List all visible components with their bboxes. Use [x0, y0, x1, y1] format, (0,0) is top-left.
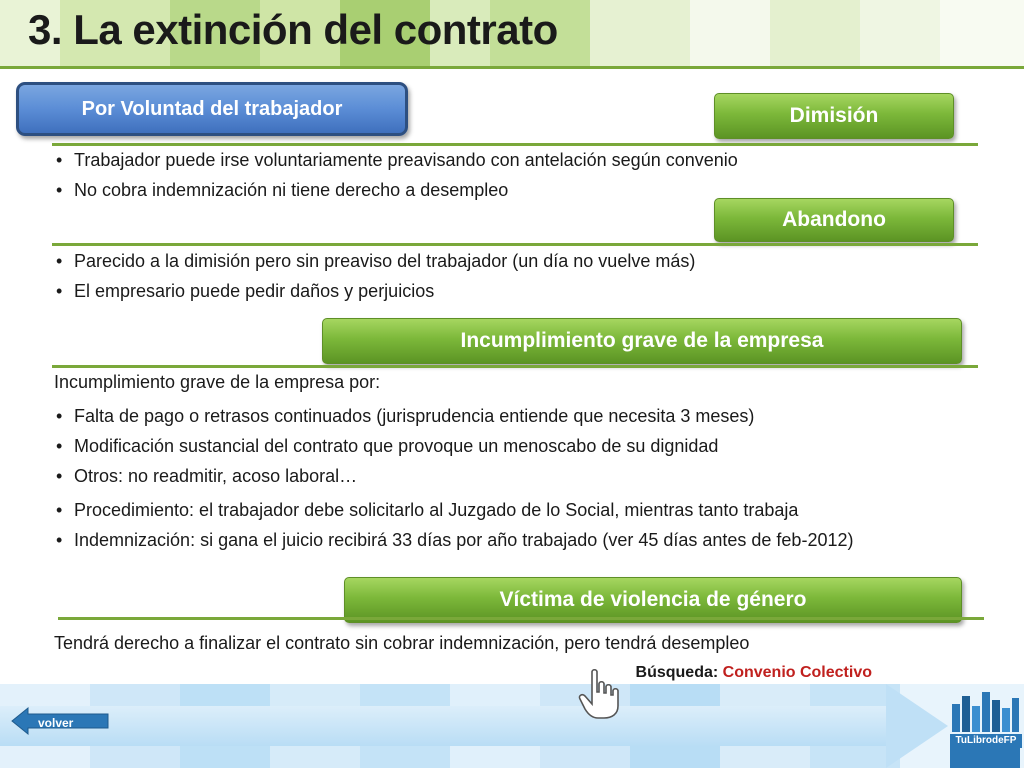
list-item: • Parecido a la dimisión pero sin preaviso del trabajador (un día no vuelve más): [52, 246, 695, 276]
section-header-dimision: Dimisión: [714, 93, 954, 139]
list-item: • Trabajador puede irse voluntariamente preavisando con antelación según convenio: [52, 145, 738, 175]
back-button-label[interactable]: volver: [38, 716, 74, 730]
search-label: Búsqueda:: [635, 664, 719, 681]
dimision-list: [52, 145, 738, 205]
search-link[interactable]: Convenio Colectivo: [722, 664, 872, 681]
search-reference: [636, 664, 872, 682]
list-item: • Otros: no readmitir, acoso laboral…: [52, 461, 754, 491]
category-badge: Por Voluntad del trabajador: [16, 82, 408, 136]
section-header-incumplimiento: Incumplimiento grave de la empresa: [322, 318, 962, 364]
list-item: • Indemnización: si gana el juicio recibirá 33 días por año trabajado (ver 45 días antes de feb-2012): [52, 525, 853, 555]
list-item: • No cobra indemnización ni tiene derecho a desempleo: [52, 175, 738, 205]
logo-text: TuLibrodeFP: [950, 734, 1022, 748]
list-item: • El empresario puede pedir daños y perjuicios: [52, 276, 695, 306]
incumplimiento-list: [52, 401, 754, 491]
list-item: • Modificación sustancial del contrato que provoque un menoscabo de su dignidad: [52, 431, 754, 461]
title-divider: [0, 66, 1024, 69]
arrow-band: [0, 706, 890, 746]
abandono-list: [52, 246, 695, 306]
section-divider: [58, 617, 984, 620]
list-item: • Procedimiento: el trabajador debe solicitarlo al Juzgado de lo Social, mientras tanto trabaja: [52, 495, 853, 525]
incumplimiento-intro: Incumplimiento grave de la empresa por:: [54, 372, 381, 392]
section-header-abandono: Abandono: [714, 198, 954, 242]
hand-pointer-icon: [578, 668, 622, 720]
section-divider: [52, 365, 978, 368]
violencia-text: Tendrá derecho a finalizar el contrato sin cobrar indemnización, pero tendrá desempleo: [54, 633, 750, 653]
arrow-head-icon: [886, 684, 948, 768]
page-title: 3. La extinción del contrato: [28, 6, 558, 53]
list-item: • Falta de pago o retrasos continuados (jurisprudencia entiende que necesita 3 meses): [52, 401, 754, 431]
section-header-violencia: Víctima de violencia de género: [344, 577, 962, 623]
bottom-band: [0, 684, 1024, 768]
procedimiento-list: [52, 495, 853, 555]
tulibrodefp-logo: [950, 688, 1020, 768]
